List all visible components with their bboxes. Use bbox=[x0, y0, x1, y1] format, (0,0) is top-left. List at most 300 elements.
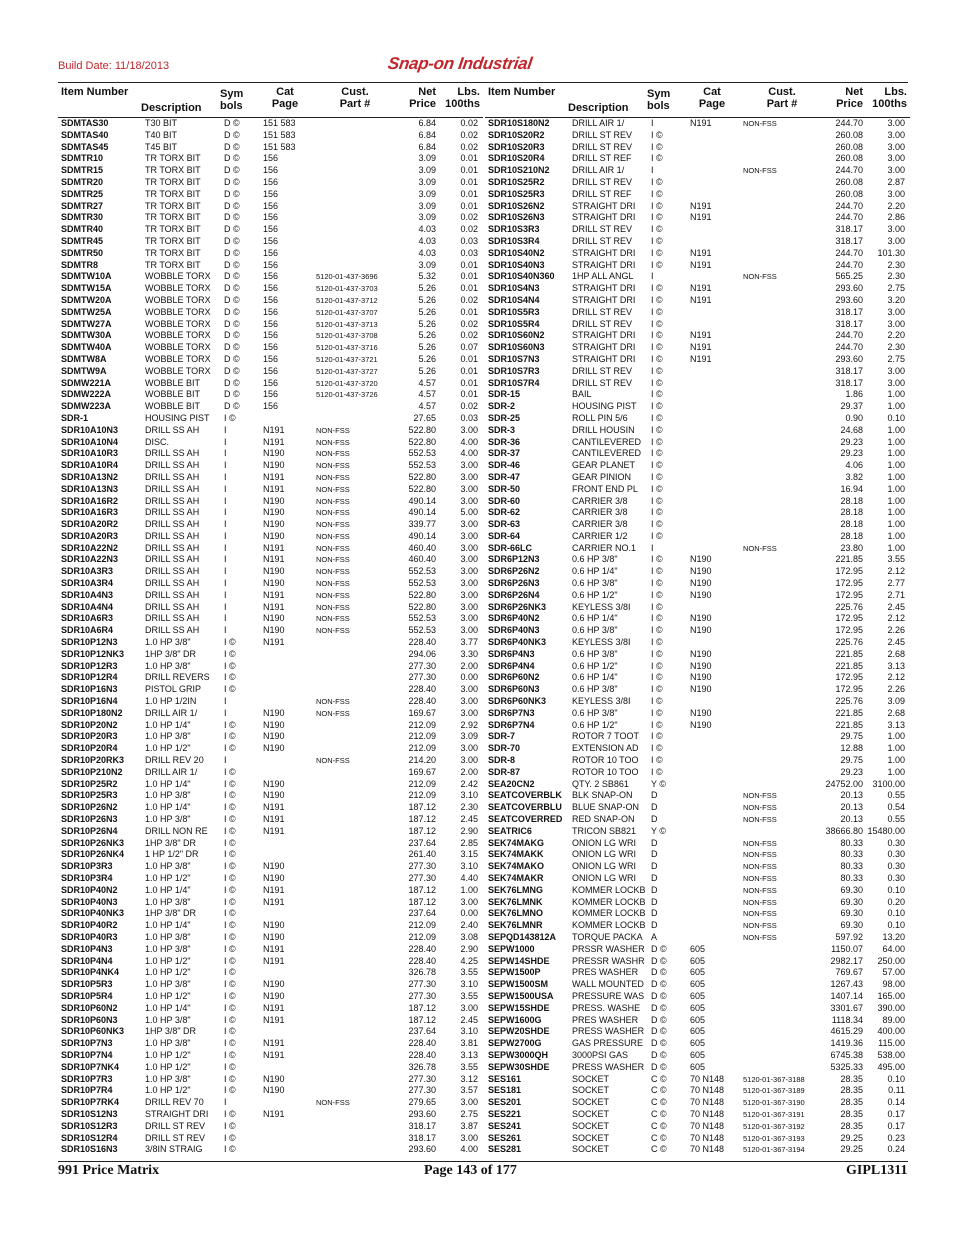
cell-item-number: SDR-87 bbox=[488, 766, 521, 777]
cell-weight: 390.00 bbox=[877, 1002, 905, 1013]
cell-net-price: 29.37 bbox=[840, 401, 863, 412]
cell-customer-part: NON-FSS bbox=[743, 119, 777, 128]
cell-symbols: I © bbox=[224, 778, 236, 789]
cell-description: CARRIER 3/8 bbox=[572, 507, 628, 518]
cell-net-price: 214.20 bbox=[408, 755, 436, 766]
cell-catalog-page: N190 bbox=[263, 861, 285, 872]
cell-description: DRILL SS AH bbox=[145, 578, 200, 589]
cell-symbols: I © bbox=[224, 1049, 236, 1060]
table-row bbox=[485, 1109, 910, 1121]
table-row bbox=[485, 779, 910, 791]
cell-description: SOCKET bbox=[572, 1085, 610, 1096]
cell-description: STRAIGHT DRI bbox=[572, 294, 636, 305]
table-row bbox=[485, 260, 910, 272]
cell-net-price: 293.60 bbox=[408, 1108, 436, 1119]
cell-net-price: 277.30 bbox=[408, 979, 436, 990]
table-row bbox=[58, 779, 483, 791]
cell-net-price: 16.94 bbox=[840, 483, 863, 494]
cell-weight: 2.12 bbox=[887, 672, 905, 683]
cell-catalog-page: N191 bbox=[690, 294, 712, 305]
price-table bbox=[58, 82, 908, 1162]
cell-item-number: SDR-7 bbox=[488, 731, 516, 742]
cell-net-price: 29.23 bbox=[840, 448, 863, 459]
cell-symbols: I bbox=[651, 271, 654, 282]
cell-description: ONION LG WRI bbox=[572, 873, 637, 883]
cell-customer-part: NON-FSS bbox=[316, 590, 350, 600]
cell-customer-part: NON-FSS bbox=[743, 543, 777, 553]
table-row bbox=[58, 319, 483, 331]
cell-item-number: SDMTR15 bbox=[61, 165, 104, 176]
cell-description: WOBBLE TORX bbox=[145, 330, 211, 341]
cell-weight: 15480.00 bbox=[867, 825, 905, 836]
table-row bbox=[485, 696, 910, 708]
cell-description: DRILL ST REV bbox=[572, 129, 633, 140]
cell-item-number: SDR10A22N3 bbox=[61, 554, 119, 565]
cell-net-price: 339.77 bbox=[408, 519, 436, 530]
cell-symbols: I © bbox=[651, 613, 663, 624]
cell-description: WOBBLE TORX bbox=[145, 271, 211, 282]
table-row bbox=[485, 1121, 910, 1133]
cell-symbols: I © bbox=[651, 259, 663, 270]
cell-catalog-page: 156 bbox=[263, 342, 279, 353]
cell-description: T45 BIT bbox=[145, 141, 178, 152]
cell-net-price: 293.60 bbox=[835, 353, 863, 364]
cell-item-number: SEPW1600G bbox=[488, 1014, 542, 1025]
cell-weight: 3.20 bbox=[887, 294, 905, 305]
cell-weight: 2.30 bbox=[460, 802, 478, 813]
table-row bbox=[58, 932, 483, 944]
cell-symbols: I © bbox=[224, 990, 236, 1001]
cell-weight: 0.10 bbox=[887, 920, 905, 931]
cell-item-number: SDR-64 bbox=[488, 530, 521, 541]
cell-catalog-page: N191 bbox=[690, 200, 712, 211]
cell-description: SOCKET bbox=[572, 1120, 610, 1131]
cell-weight: 0.01 bbox=[460, 271, 478, 282]
cell-description: TORQUE PACKA bbox=[572, 931, 643, 942]
table-row bbox=[485, 248, 910, 260]
cell-symbols: I bbox=[224, 1097, 227, 1108]
cell-symbols: D © bbox=[224, 200, 240, 211]
cell-description: PRES WASHER bbox=[572, 1014, 639, 1025]
cell-item-number: SDR10P20R3 bbox=[61, 731, 118, 742]
cell-net-price: 228.40 bbox=[408, 684, 436, 695]
cell-net-price: 277.30 bbox=[408, 990, 436, 1001]
cell-weight: 3.87 bbox=[460, 1120, 478, 1131]
cell-catalog-page: N191 bbox=[263, 896, 285, 907]
cell-weight: 0.14 bbox=[887, 1097, 905, 1108]
cell-symbols: I © bbox=[224, 861, 236, 872]
cell-symbols: I © bbox=[224, 849, 236, 860]
cell-weight: 3.00 bbox=[460, 696, 478, 707]
cell-net-price: 261.40 bbox=[408, 849, 436, 860]
cell-symbols: I © bbox=[224, 908, 236, 919]
cell-description: 1.0 HP 1/2" bbox=[145, 955, 191, 966]
cell-symbols: I © bbox=[651, 507, 663, 518]
cell-description: 1.0 HP 3/8" bbox=[145, 943, 191, 954]
cell-description: GEAR PINION bbox=[572, 471, 632, 482]
cell-item-number: SEA20CN2 bbox=[488, 778, 535, 789]
cell-description: 0.6 HP 3/8" bbox=[572, 625, 618, 636]
cell-net-price: 318.17 bbox=[835, 306, 863, 317]
cell-symbols: I bbox=[224, 519, 227, 530]
cell-symbols: I bbox=[224, 613, 227, 624]
cell-weight: 3.15 bbox=[460, 849, 478, 860]
cell-item-number: SDR6P26N2 bbox=[488, 566, 540, 577]
cell-catalog-page: N191 bbox=[690, 342, 712, 353]
table-row bbox=[58, 472, 483, 484]
cell-symbols: D © bbox=[224, 318, 240, 329]
cell-description: DRILL ST REV bbox=[572, 235, 633, 246]
cell-symbols: D bbox=[651, 837, 658, 848]
cell-weight: 1.00 bbox=[887, 755, 905, 766]
cell-symbols: I © bbox=[651, 755, 663, 766]
cell-item-number: SDR-2 bbox=[488, 401, 516, 412]
cell-weight: 0.30 bbox=[887, 873, 905, 883]
cell-item-number: SDR10P40N2 bbox=[61, 884, 118, 895]
cell-symbols: I bbox=[224, 495, 227, 506]
cell-description: ROTOR 10 TOO bbox=[572, 766, 639, 777]
cell-symbols: I © bbox=[224, 719, 236, 730]
cell-symbols: I © bbox=[224, 1108, 236, 1119]
cell-weight: 3.00 bbox=[887, 365, 905, 376]
cell-item-number: SDR10P7NK4 bbox=[61, 1061, 120, 1072]
cell-catalog-page: N190 bbox=[263, 731, 285, 742]
table-row bbox=[58, 790, 483, 802]
table-row bbox=[485, 814, 910, 826]
cell-weight: 4.00 bbox=[460, 1144, 478, 1155]
cell-item-number: SEATRIC6 bbox=[488, 825, 532, 836]
cell-net-price: 4615.29 bbox=[830, 1026, 863, 1037]
cell-weight: 1.00 bbox=[887, 483, 905, 494]
cell-symbols: I © bbox=[224, 731, 236, 742]
cell-item-number: SDR10P180N2 bbox=[61, 707, 123, 718]
table-row bbox=[485, 307, 910, 319]
cell-item-number: SDR-36 bbox=[488, 436, 521, 447]
cell-item-number: SDMW221A bbox=[61, 377, 112, 388]
cell-net-price: 5325.33 bbox=[830, 1061, 863, 1072]
cell-description: TR TORX BIT bbox=[145, 165, 201, 176]
cell-description: FRONT END PL bbox=[572, 483, 638, 494]
cell-item-number: SDR6P40N3 bbox=[488, 625, 540, 636]
cell-net-price: 5.32 bbox=[418, 271, 436, 282]
cell-weight: 0.00 bbox=[460, 908, 478, 919]
cell-item-number: SDR10P26NK3 bbox=[61, 837, 125, 848]
cell-weight: 1.00 bbox=[460, 884, 478, 895]
cell-weight: 3.55 bbox=[460, 990, 478, 1001]
cell-description: 1HP 3/8" DR bbox=[145, 1026, 197, 1037]
cell-weight: 0.20 bbox=[887, 896, 905, 907]
cell-description: STRAIGHT DRI bbox=[572, 353, 636, 364]
cell-symbols: I bbox=[224, 424, 227, 435]
cell-item-number: SDR10P12NK3 bbox=[61, 648, 125, 659]
cell-description: PRESS WASHER bbox=[572, 1061, 645, 1072]
cell-catalog-page: 151 583 bbox=[263, 141, 296, 152]
cell-symbols: I © bbox=[651, 448, 663, 459]
table-row bbox=[58, 826, 483, 838]
cell-net-price: 460.40 bbox=[408, 554, 436, 565]
cell-net-price: 318.17 bbox=[408, 1120, 436, 1131]
footer-page-number: Page 143 of 177 bbox=[424, 1163, 517, 1178]
cell-net-price: 6.84 bbox=[418, 141, 436, 152]
cell-net-price: 4.57 bbox=[418, 401, 436, 412]
cell-description: DRILL SS AH bbox=[145, 448, 200, 459]
cell-catalog-page: N190 bbox=[690, 625, 712, 636]
cell-symbols: I © bbox=[224, 1120, 236, 1131]
cell-net-price: 2982.17 bbox=[830, 955, 863, 966]
cell-net-price: 3.09 bbox=[418, 153, 436, 164]
cell-net-price: 3.09 bbox=[418, 176, 436, 187]
table-row bbox=[58, 661, 483, 673]
cell-item-number: SDR10P25R2 bbox=[61, 778, 118, 789]
cell-catalog-page: N190 bbox=[263, 530, 285, 541]
cell-catalog-page: 70 N148 bbox=[690, 1132, 725, 1143]
table-row bbox=[485, 967, 910, 979]
cell-symbols: I © bbox=[224, 920, 236, 931]
cell-description: CANTILEVERED bbox=[572, 448, 642, 459]
cell-weight: 3.00 bbox=[460, 542, 478, 553]
cell-weight: 165.00 bbox=[877, 990, 905, 1001]
cell-description: TR TORX BIT bbox=[145, 235, 201, 246]
cell-net-price: 28.18 bbox=[840, 507, 863, 518]
cell-net-price: 244.70 bbox=[835, 118, 863, 128]
cell-weight: 4.00 bbox=[460, 436, 478, 447]
cell-weight: 3.09 bbox=[460, 731, 478, 742]
cell-catalog-page: N191 bbox=[690, 283, 712, 294]
cell-item-number: SDR10P40R3 bbox=[61, 931, 118, 942]
cell-weight: 2.30 bbox=[887, 259, 905, 270]
cell-symbols: I © bbox=[651, 141, 663, 152]
cell-catalog-page: 151 583 bbox=[263, 129, 296, 140]
cell-description: DRILL AIR 1/ bbox=[572, 118, 625, 128]
cell-item-number: SDR10A6R3 bbox=[61, 613, 114, 624]
table-row bbox=[58, 130, 483, 142]
cell-description: TR TORX BIT bbox=[145, 188, 201, 199]
cell-item-number: SDMW222A bbox=[61, 389, 112, 400]
cell-item-number: SES241 bbox=[488, 1120, 522, 1131]
cell-item-number: SDR10S5R3 bbox=[488, 306, 540, 317]
cell-net-price: 228.40 bbox=[408, 637, 436, 648]
table-row bbox=[485, 578, 910, 590]
cell-symbols: D © bbox=[224, 342, 240, 353]
cell-symbols: I © bbox=[651, 684, 663, 695]
cell-description: BLK SNAP-ON bbox=[572, 790, 633, 801]
cell-item-number: SDR10A20R3 bbox=[61, 530, 119, 541]
cell-symbols: I © bbox=[651, 637, 663, 648]
cell-item-number: SES181 bbox=[488, 1085, 522, 1096]
cell-item-number: SDMTW40A bbox=[61, 342, 112, 353]
cell-weight: 0.00 bbox=[460, 672, 478, 683]
cell-net-price: 5.26 bbox=[418, 365, 436, 376]
table-row bbox=[58, 979, 483, 991]
cell-item-number: SDMTW25A bbox=[61, 306, 112, 317]
table-row bbox=[58, 543, 483, 555]
cell-net-price: 326.78 bbox=[408, 1061, 436, 1072]
cell-item-number: SDR10P16N3 bbox=[61, 684, 118, 695]
cell-net-price: 80.33 bbox=[840, 873, 863, 883]
cell-item-number: SDR10S7N3 bbox=[488, 353, 540, 364]
cell-description: 1.0 HP 3/8" bbox=[145, 731, 191, 742]
cell-customer-part: 5120-01-437-3727 bbox=[316, 366, 378, 376]
cell-description: 1.0 HP 3/8" bbox=[145, 660, 191, 671]
cell-net-price: 244.70 bbox=[835, 200, 863, 211]
cell-description: 1.0 HP 1/4" bbox=[145, 920, 191, 931]
cell-description: WOBBLE TORX bbox=[145, 353, 211, 364]
cell-description: ROLL PIN 5/6 bbox=[572, 412, 628, 423]
cell-description: PRESSR WASHR bbox=[572, 955, 645, 966]
cell-catalog-page: N190 bbox=[263, 495, 285, 506]
cell-description: 0.6 HP 3/8" bbox=[572, 554, 618, 565]
cell-item-number: SDR10S3R3 bbox=[488, 224, 540, 235]
table-row bbox=[485, 802, 910, 814]
cell-symbols: D bbox=[651, 896, 658, 907]
cell-symbols: I © bbox=[224, 967, 236, 978]
cell-symbols: C © bbox=[651, 1144, 667, 1155]
cell-description: 1.0 HP 3/8" bbox=[145, 1073, 191, 1084]
cell-net-price: 318.17 bbox=[408, 1132, 436, 1143]
cell-description: TR TORX BIT bbox=[145, 259, 201, 270]
cell-net-price: 69.30 bbox=[840, 896, 863, 907]
cell-net-price: 38666.80 bbox=[825, 825, 863, 836]
cell-net-price: 277.30 bbox=[408, 660, 436, 671]
table-row bbox=[58, 554, 483, 566]
cell-item-number: SDR6P40N2 bbox=[488, 613, 540, 624]
cell-weight: 64.00 bbox=[882, 943, 905, 954]
cell-symbols: I © bbox=[224, 412, 236, 423]
cell-weight: 1.00 bbox=[887, 460, 905, 471]
cell-net-price: 260.08 bbox=[835, 153, 863, 164]
cell-weight: 0.17 bbox=[887, 1108, 905, 1119]
table-row bbox=[485, 330, 910, 342]
cell-description: DRILL SS AH bbox=[145, 495, 200, 506]
cell-net-price: 522.80 bbox=[408, 424, 436, 435]
cell-description: 1.0 HP 3/8" bbox=[145, 896, 191, 907]
cell-item-number: SDR-50 bbox=[488, 483, 521, 494]
cell-net-price: 221.85 bbox=[835, 554, 863, 565]
cell-symbols: C © bbox=[651, 1073, 667, 1084]
cell-item-number: SEPW3000QH bbox=[488, 1049, 549, 1060]
cell-customer-part: NON-FSS bbox=[743, 897, 777, 907]
cell-net-price: 29.25 bbox=[840, 1132, 863, 1143]
cell-weight: 4.25 bbox=[460, 955, 478, 966]
cell-description: KOMMER LOCKB bbox=[572, 908, 646, 919]
table-row bbox=[58, 401, 483, 413]
cell-item-number: SDR6P26N4 bbox=[488, 589, 540, 600]
cell-customer-part: NON-FSS bbox=[743, 862, 777, 872]
cell-net-price: 3.09 bbox=[418, 259, 436, 270]
cell-item-number: SDR-60 bbox=[488, 495, 521, 506]
table-row bbox=[58, 649, 483, 661]
cell-description: STRAIGHT DRI bbox=[572, 330, 636, 341]
cell-customer-part: NON-FSS bbox=[743, 885, 777, 895]
cell-weight: 1.00 bbox=[887, 424, 905, 435]
cell-description: DRILL ST REV bbox=[572, 176, 633, 187]
cell-item-number: SDR10S20R4 bbox=[488, 153, 545, 164]
cell-item-number: SDR-25 bbox=[488, 412, 521, 423]
cell-item-number: SDR-46 bbox=[488, 460, 521, 471]
cell-weight: 0.02 bbox=[460, 401, 478, 412]
cell-description: 1HP 3/8" DR bbox=[145, 837, 197, 848]
cell-symbols: I bbox=[224, 755, 227, 766]
cell-net-price: 212.09 bbox=[408, 790, 436, 801]
cell-catalog-page: 70 N148 bbox=[690, 1144, 725, 1155]
cell-description: DRILL ST REV bbox=[145, 1132, 206, 1143]
cell-symbols: I © bbox=[224, 1014, 236, 1025]
cell-symbols: I bbox=[224, 707, 227, 718]
cell-symbols: D © bbox=[651, 967, 667, 978]
cell-net-price: 221.85 bbox=[835, 660, 863, 671]
cell-item-number: SDR6P4N3 bbox=[488, 648, 535, 659]
cell-catalog-page: N190 bbox=[690, 648, 712, 659]
cell-weight: 3.30 bbox=[460, 648, 478, 659]
cell-symbols: I bbox=[651, 118, 654, 128]
cell-description: BLUE SNAP-ON bbox=[572, 802, 640, 813]
cell-symbols: I © bbox=[651, 719, 663, 730]
cell-description: TR TORX BIT bbox=[145, 176, 201, 187]
cell-catalog-page: N190 bbox=[263, 778, 285, 789]
cell-symbols: D © bbox=[224, 377, 240, 388]
cell-catalog-page: 156 bbox=[263, 318, 279, 329]
cell-net-price: 172.95 bbox=[835, 589, 863, 600]
cell-item-number: SDR10A4N4 bbox=[61, 601, 114, 612]
cell-item-number: SDR6P7N3 bbox=[488, 707, 535, 718]
table-row bbox=[58, 460, 483, 472]
cell-net-price: 4.57 bbox=[418, 377, 436, 388]
cell-catalog-page: N191 bbox=[263, 1049, 285, 1060]
table-row bbox=[58, 189, 483, 201]
cell-net-price: 552.53 bbox=[408, 613, 436, 624]
cell-item-number: SDR10P5R4 bbox=[61, 990, 113, 1001]
cell-symbols: I © bbox=[224, 979, 236, 990]
cell-symbols: D © bbox=[224, 224, 240, 235]
cell-item-number: SDR10P7R3 bbox=[61, 1073, 113, 1084]
cell-net-price: 20.13 bbox=[840, 814, 863, 825]
cell-symbols: D © bbox=[651, 1038, 667, 1049]
cell-catalog-page: N191 bbox=[263, 424, 285, 435]
cell-description: 0.6 HP 3/8" bbox=[572, 707, 618, 718]
cell-symbols: D © bbox=[651, 955, 667, 966]
cell-weight: 0.01 bbox=[460, 306, 478, 317]
table-row bbox=[58, 967, 483, 979]
cell-item-number: SDR-62 bbox=[488, 507, 521, 518]
cell-catalog-page: 605 bbox=[690, 943, 706, 954]
brand-logo: Snap-on Industrial bbox=[386, 54, 534, 73]
cell-description: 1.0 HP 1/2" bbox=[145, 1061, 191, 1072]
cell-symbols: D © bbox=[224, 259, 240, 270]
cell-item-number: SDR10P25R3 bbox=[61, 790, 118, 801]
cell-customer-part: NON-FSS bbox=[743, 166, 777, 176]
cell-weight: 3.08 bbox=[460, 931, 478, 942]
cell-symbols: I © bbox=[224, 955, 236, 966]
cell-symbols: I © bbox=[224, 790, 236, 801]
cell-customer-part: NON-FSS bbox=[316, 484, 350, 494]
cell-symbols: I © bbox=[651, 247, 663, 258]
cell-item-number: SDMTW15A bbox=[61, 283, 112, 294]
cell-customer-part: NON-FSS bbox=[743, 838, 777, 848]
cell-weight: 2.30 bbox=[887, 271, 905, 282]
table-row bbox=[485, 826, 910, 838]
cell-weight: 3.00 bbox=[460, 589, 478, 600]
cell-catalog-page: 156 bbox=[263, 294, 279, 305]
cell-net-price: 28.18 bbox=[840, 495, 863, 506]
cell-net-price: 172.95 bbox=[835, 566, 863, 577]
cell-weight: 0.17 bbox=[887, 1120, 905, 1131]
cell-symbols: I © bbox=[651, 530, 663, 541]
cell-item-number: SDR6P26NK3 bbox=[488, 601, 547, 612]
cell-description: CARRIER 3/8 bbox=[572, 495, 628, 506]
cell-net-price: 225.76 bbox=[835, 637, 863, 648]
build-date: Build Date: 11/18/2013 bbox=[58, 60, 170, 72]
cell-item-number: SEK76LMNG bbox=[488, 884, 544, 895]
